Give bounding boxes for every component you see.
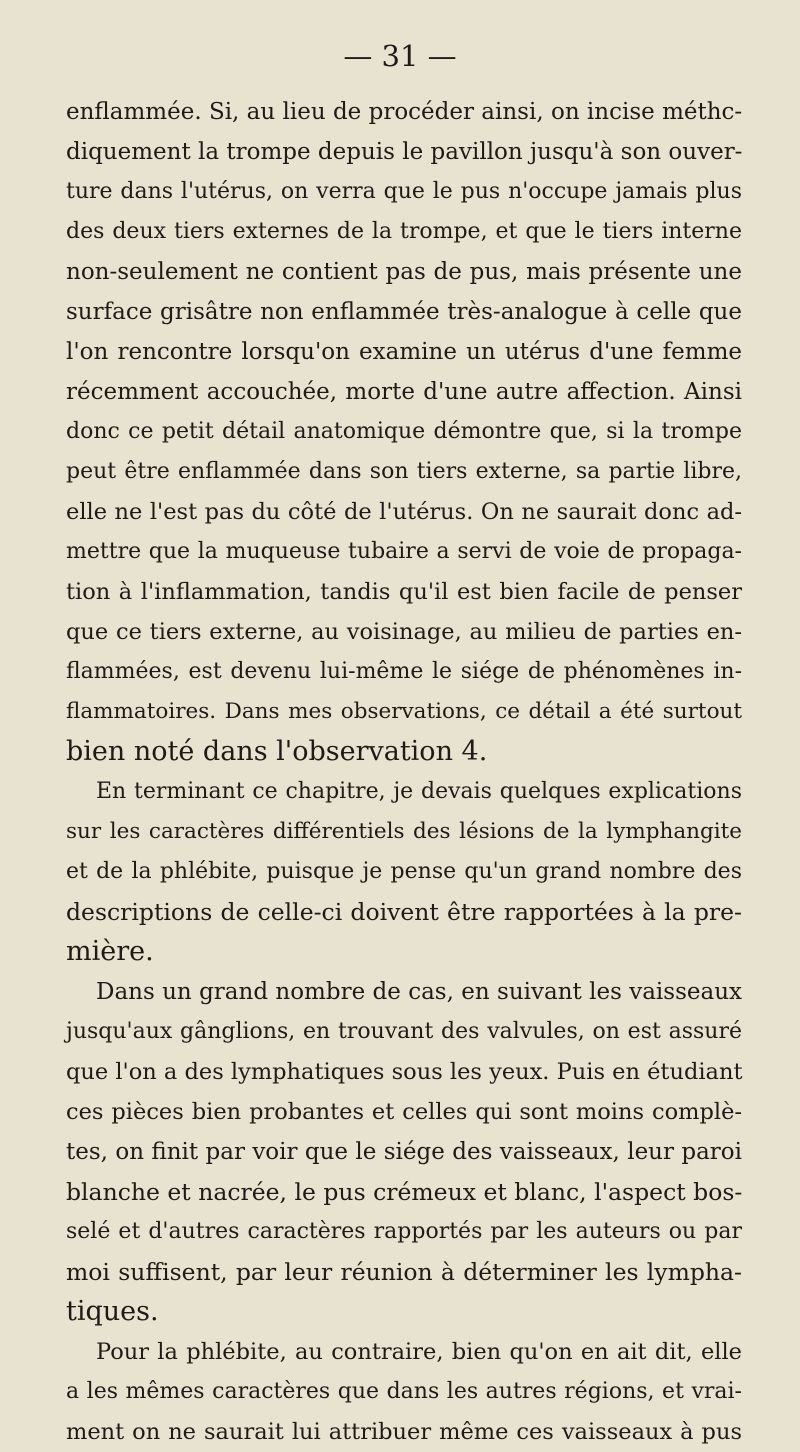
text-line: diquement la trompe depuis le pavillon jusqu'à son ouver- xyxy=(66,139,743,165)
text-line: selé et d'autres caractères rapportés par les auteurs ou par xyxy=(66,1219,742,1244)
text-line: flammatoires. Dans mes observations, ce détail a été surtout xyxy=(66,699,742,724)
text-line: mière. xyxy=(66,936,154,967)
text-line: flammées, est devenu lui-même le siége de phénomènes in- xyxy=(66,659,742,684)
text-line: ces pièces bien probantes et celles qui sont moins complè- xyxy=(66,1099,742,1125)
text-line: tion à l'inflammation, tandis qu'il est bien facile de penser xyxy=(66,579,742,605)
text-line: des deux tiers externes de la trompe, et que le tiers interne xyxy=(66,219,742,244)
text-line: mettre que la muqueuse tubaire a servi de voie de propaga- xyxy=(66,539,742,564)
text-line: récemment accouchée, morte d'une autre affection. Ainsi xyxy=(66,379,742,405)
text-line: descriptions de celle-ci doivent être rapportées à la pre- xyxy=(66,898,742,926)
body-text xyxy=(66,92,742,1452)
text-line: bien noté dans l'observation 4. xyxy=(66,736,488,767)
text-line: que l'on a des lymphatiques sous les yeux. Puis en étudiant xyxy=(66,1059,743,1085)
text-line: donc ce petit détail anatomique démontre que, si la trompe xyxy=(66,419,742,444)
text-line: surface grisâtre non enflammée très-analogue à celle que xyxy=(66,299,742,325)
text-line: Pour la phlébite, au contraire, bien qu'on en ait dit, elle xyxy=(96,1339,742,1365)
text-line: enflammée. Si, au lieu de procéder ainsi, on incise méthc- xyxy=(66,99,743,125)
text-line: tes, on finit par voir que le siége des vaisseaux, leur paroi xyxy=(66,1139,742,1165)
text-line: non-seulement ne contient pas de pus, mais présente une xyxy=(66,259,742,285)
text-line: Dans un grand nombre de cas, en suivant les vaisseaux xyxy=(96,979,742,1005)
text-line: tiques. xyxy=(66,1296,159,1327)
text-line: a les mêmes caractères que dans les autres régions, et vrai- xyxy=(66,1379,742,1404)
text-line: peut être enflammée dans son tiers externe, sa partie libre, xyxy=(66,459,742,484)
text-line: ment on ne saurait lui attribuer même ces vaisseaux à pus xyxy=(66,1419,742,1445)
text-line: l'on rencontre lorsqu'on examine un utérus d'une femme xyxy=(66,339,742,365)
text-line: que ce tiers externe, au voisinage, au milieu de parties en- xyxy=(66,619,742,645)
page-number: — 31 — xyxy=(343,39,457,73)
text-line: En terminant ce chapitre, je devais quelques explications xyxy=(96,779,742,804)
text-line: jusqu'aux gânglions, en trouvant des valvules, on est assuré xyxy=(66,1019,742,1044)
text-line: sur les caractères différentiels des lésions de la lymphangite xyxy=(66,819,742,844)
text-line: elle ne l'est pas du côté de l'utérus. On ne saurait donc ad- xyxy=(66,499,742,525)
text-line: moi suffisent, par leur réunion à déterminer les lympha- xyxy=(66,1258,742,1286)
text-line: blanche et nacrée, le pus crémeux et blanc, l'aspect bos- xyxy=(66,1178,743,1206)
text-line: et de la phlébite, puisque je pense qu'un grand nombre des xyxy=(66,859,742,884)
text-line: ture dans l'utérus, on verra que le pus n'occupe jamais plus xyxy=(66,179,742,204)
